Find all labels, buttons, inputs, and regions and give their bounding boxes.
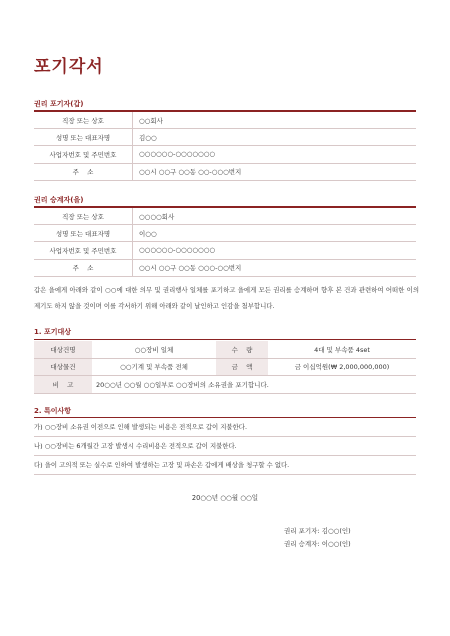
row-label: 직장 또는 상호 — [34, 112, 133, 129]
row-label: 성명 또는 대표자명 — [34, 225, 133, 242]
grantee-heading: 권리 승계자(을) — [34, 196, 84, 204]
table-row — [34, 358, 416, 376]
cell-value-amount: 금 이십억원(₩ 2,000,000,000) — [268, 358, 416, 376]
cell-value-remark: 20○○년 ○○월 ○○일부로 ○○장비의 소유권을 포기합니다. — [92, 376, 416, 394]
declaration-paragraph: 갑은 을에게 아래와 같이 ○○에 대한 의무 및 권리행사 일체를 포기하고 을에게 모든 권리를 승계하며 향후 본 건과 관련하여 어떠한 이의제기도 하지 않을 것이며 이를 각서하기 위해 아래와 같이 날인하고 인감을 첨부합니다. — [34, 286, 419, 310]
special-item-3: 다) 을이 고의적 또는 실수로 인하여 발생하는 고장 및 파손은 갑에게 배상을 청구할 수 없다. — [34, 456, 416, 475]
row-value: 이○○ — [133, 225, 417, 242]
row-label: 직장 또는 상호 — [34, 208, 133, 225]
row-label: 주 소 — [34, 259, 133, 276]
table-row — [34, 208, 416, 225]
table-row — [34, 376, 416, 394]
document-title: 포기각서 — [34, 57, 104, 77]
table-row — [34, 163, 416, 180]
cell-value-item: ○○기계 및 부속품 전체 — [92, 358, 216, 376]
table-row — [34, 112, 416, 129]
table-row — [34, 146, 416, 163]
grantor-signature: 권리 포기자: 김○○(인) — [284, 527, 351, 535]
grantee-table — [34, 208, 416, 277]
target-heading: 1. 포기대상 — [34, 328, 72, 336]
row-value: ○○회사 — [133, 112, 417, 129]
grantor-heading: 권리 포기자(갑) — [34, 100, 84, 108]
row-value: ○○○○회사 — [133, 208, 417, 225]
cell-label-amount: 금 액 — [216, 358, 268, 376]
table-row — [34, 129, 416, 146]
cell-value-name: ○○장비 일체 — [92, 341, 216, 358]
table-row — [34, 341, 416, 358]
row-label: 성명 또는 대표자명 — [34, 129, 133, 146]
grantee-signature: 권리 승계자: 이○○(인) — [284, 540, 351, 548]
cell-value-qty: 4대 및 부속품 4set — [268, 341, 416, 358]
cell-label-qty: 수 량 — [216, 341, 268, 358]
target-top-rule — [34, 339, 416, 340]
target-table — [34, 341, 416, 394]
row-value: 김○○ — [133, 129, 417, 146]
special-heading: 2. 특이사항 — [34, 407, 72, 415]
special-item-1: 가) ○○장비 소유권 이전으로 인해 발생되는 비용은 전적으로 갑이 지불한다. — [34, 418, 416, 437]
special-item-2: 나) ○○장비는 6개월간 고장 발생시 수리비용은 전적으로 갑이 지불한다. — [34, 437, 416, 456]
row-value: ○○시 ○○구 ○○동 ○○○-○○번지 — [133, 259, 417, 276]
cell-label-remark: 비 고 — [34, 376, 92, 394]
row-value: ○○○○○○-○○○○○○○ — [133, 242, 417, 259]
table-row — [34, 242, 416, 259]
table-row — [34, 225, 416, 242]
grantor-table — [34, 112, 416, 181]
cell-label-item: 대상물건 — [34, 358, 92, 376]
row-value: ○○○○○○-○○○○○○○ — [133, 146, 417, 163]
row-value: ○○시 ○○구 ○○동 ○○-○○○번지 — [133, 163, 417, 180]
row-label: 사업자번호 및 주민번호 — [34, 146, 133, 163]
row-label: 사업자번호 및 주민번호 — [34, 242, 133, 259]
row-label: 주 소 — [34, 163, 133, 180]
document-date: 20○○년 ○○월 ○○일 — [191, 494, 259, 502]
cell-label-name: 대상건명 — [34, 341, 92, 358]
table-row — [34, 259, 416, 276]
